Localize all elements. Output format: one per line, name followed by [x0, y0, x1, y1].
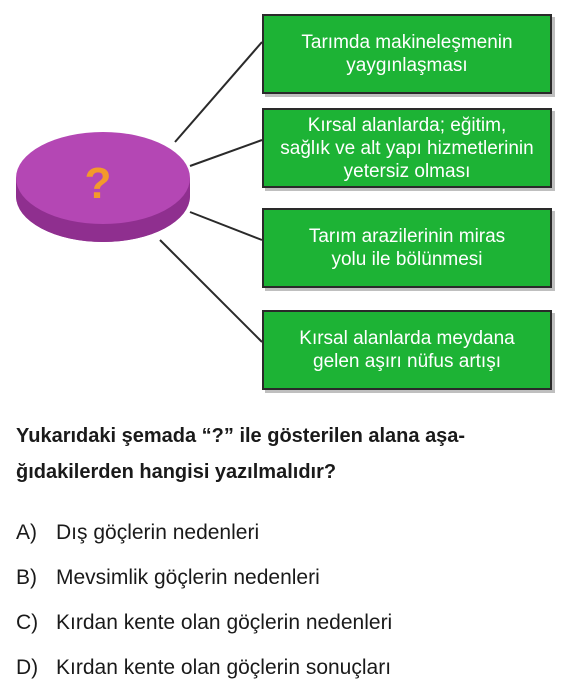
cause-box-1-line-1: Tarımda makineleşmenin [301, 32, 513, 53]
option-d[interactable] [16, 645, 572, 690]
option-b-letter: B) [16, 566, 37, 589]
question-line-2: ğıdakilerden hangisi yazılmalıdır? [16, 461, 337, 483]
cause-box-2-line-3: yetersiz olması [343, 160, 471, 182]
question-line-1: Yukarıdaki şemada “?” ile gösterilen alana aşa- [16, 425, 466, 447]
option-b-text: Mevsimlik göçlerin nedenleri [56, 566, 320, 589]
option-d-letter: D) [16, 656, 39, 679]
option-a[interactable] [16, 510, 572, 555]
question-mark-symbol: ? [84, 159, 112, 208]
option-a-text: Dış göçlerin nedenleri [56, 521, 260, 544]
cause-box-2 [262, 108, 552, 188]
cause-box-1 [262, 14, 552, 94]
cause-box-3 [262, 208, 552, 288]
option-c-letter: C) [16, 611, 39, 634]
option-c[interactable] [16, 600, 572, 645]
cause-box-4-line-1: Kırsal alanlarda meydana [299, 328, 515, 349]
cause-box-4 [262, 310, 552, 390]
cause-box-3-line-2: yolu ile bölünmesi [331, 249, 483, 270]
cause-box-2-line-2: sağlık ve alt yapı hizmetlerinin [280, 137, 534, 159]
question-stem [16, 418, 572, 490]
option-a-letter: A) [16, 521, 37, 544]
connector-line-2 [190, 140, 262, 166]
cause-box-1-line-2: yaygınlaşması [346, 55, 468, 76]
connector-line-4 [160, 240, 262, 342]
connector-line-3 [190, 212, 262, 240]
answer-options [16, 510, 572, 690]
cause-box-3-line-1: Tarım arazilerinin miras [308, 226, 506, 247]
cause-box-4-line-2: gelen aşırı nüfus artışı [313, 351, 501, 372]
connector-line-1 [175, 42, 262, 142]
cause-box-2-line-1: Kırsal alanlarda; eğitim, [307, 114, 507, 136]
option-b[interactable] [16, 555, 572, 600]
option-d-text: Kırdan kente olan göçlerin sonuçları [56, 656, 392, 679]
option-c-text: Kırdan kente olan göçlerin nedenleri [56, 611, 393, 634]
